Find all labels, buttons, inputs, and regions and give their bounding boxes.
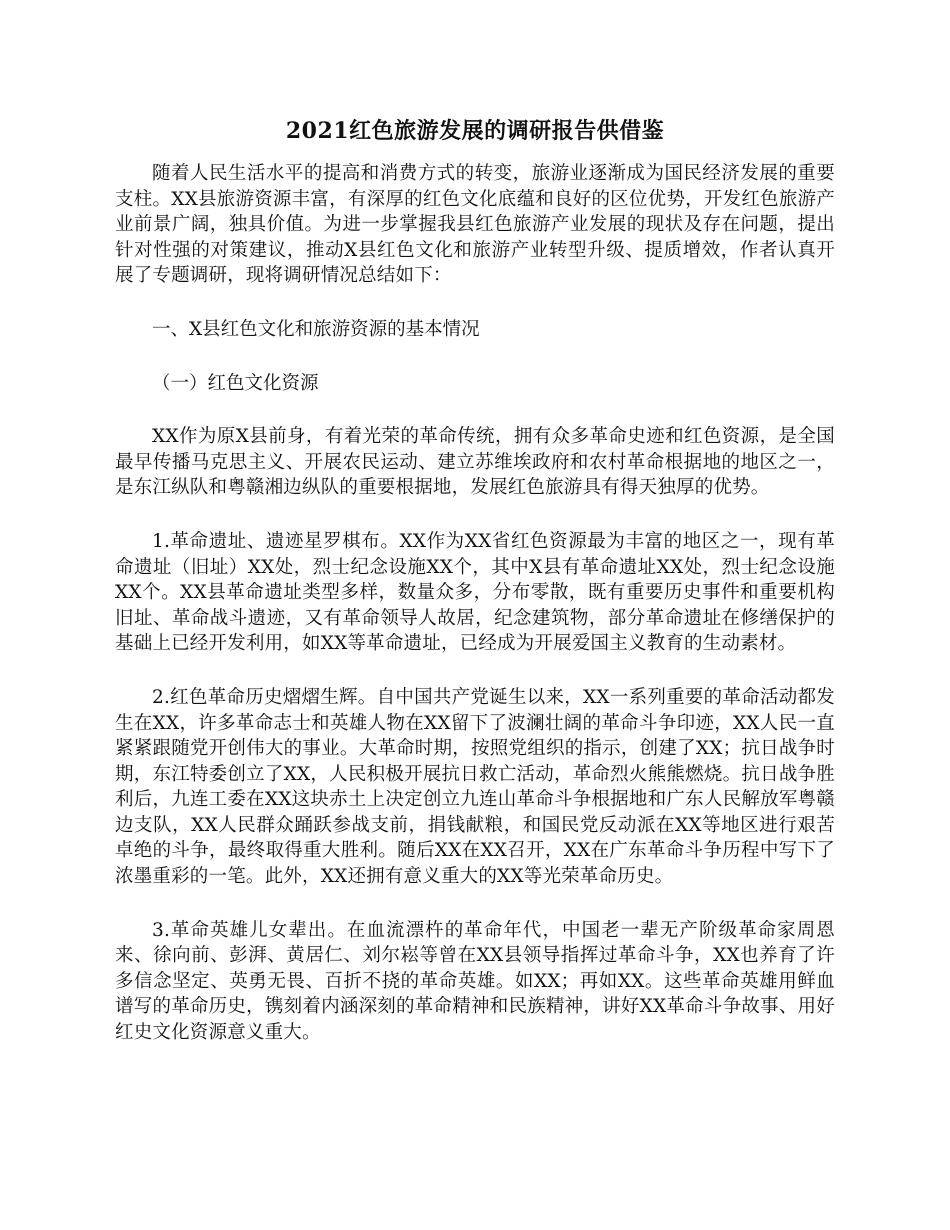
revolutionary-heroes-paragraph: 3.革命英雄儿女辈出。在血流漂杵的革命年代，中国老一辈无产阶级革命家周恩来、徐向前、彭湃、黄居仁、刘尔崧等曾在XX县领导指挥过革命斗争，XX也养育了许多信念坚定、英勇无畏、百折不挠的革命英雄。如XX；再如XX。这些革命英雄用鲜血谱写的革命历史，镌刻着内涵深刻的革命精神和民族精神，讲好XX革命斗争故事、用好红史文化资源意义重大。 (115, 919, 835, 1044)
revolutionary-history-paragraph: 2.红色革命历史熠熠生辉。自中国共产党诞生以来，XX一系列重要的革命活动都发生在XX，许多革命志士和英雄人物在XX留下了波澜壮阔的革命斗争印迹，XX人民一直紧紧跟随党开创伟大的事业。大革命时期，按照党组织的指示，创建了XX；抗日战争时期，东江特委创立了XX，人民积极开展抗日救亡活动，革命烈火熊熊燃烧。抗日战争胜利后，九连工委在XX这块赤土上决定创立九连山革命斗争根据地和广东人民解放军粤赣边支队，XX人民群众踊跃参战支前，捐钱献粮，和国民党反动派在XX等地区进行艰苦卓绝的斗争，最终取得重大胜利。随后XX在XX召开，XX在广东革命斗争历程中写下了浓墨重彩的一笔。此外，XX还拥有意义重大的XX等光荣革命历史。 (115, 686, 835, 888)
spacer (115, 501, 835, 529)
section-heading: 一、X县红色文化和旅游资源的基本情况 (152, 318, 480, 340)
document-title: 2021红色旅游发展的调研报告供借鉴 (285, 118, 665, 144)
spacer (115, 343, 835, 371)
intro-paragraph: 随着人民生活水平的提高和消费方式的转变，旅游业逐渐成为国民经济发展的重要支柱。XX县旅游资源丰富，有深厚的红色文化底蕴和良好的区位优势，开发红色旅游产业前景广阔，独具价值。为进一步掌握我县红色旅游产业发展的现状及存在问题，提出针对性强的对策建议，推动X县红色文化和旅游产业转型升级、提质增效，作者认真开展了专题调研，现将调研情况总结如下： (115, 163, 835, 287)
spacer (115, 289, 835, 317)
subsection-heading: （一）红色文化资源 (152, 372, 319, 394)
revolutionary-sites-paragraph: 1.革命遗址、遗迹星罗棋布。XX作为XX省红色资源最为丰富的地区之一，现有革命遗址（旧址）XX处，烈士纪念设施XX个，其中X县有革命遗址XX处，烈士纪念设施XX个。XX县革命遗址类型多样，数量众多，分布零散，既有重要历史事件和重要机构旧址、革命战斗遗迹，又有革命领导人故居，纪念建筑物，部分革命遗址在修缮保护的基础上已经开发利用，如XX等革命遗址，已经成为开展爱国主义教育的生动素材。 (115, 530, 835, 655)
spacer (115, 396, 835, 424)
overview-paragraph: XX作为原X县前身，有着光荣的革命传统，拥有众多革命史迹和红色资源，是全国最早传播马克思主义、开展农民运动、建立苏维埃政府和农村革命根据地的地区之一，是东江纵队和粤赣湘边纵队的重要根据地，发展红色旅游具有得天独厚的优势。 (115, 426, 835, 499)
document-body (115, 161, 835, 1046)
spacer (115, 657, 835, 685)
spacer (115, 890, 835, 918)
